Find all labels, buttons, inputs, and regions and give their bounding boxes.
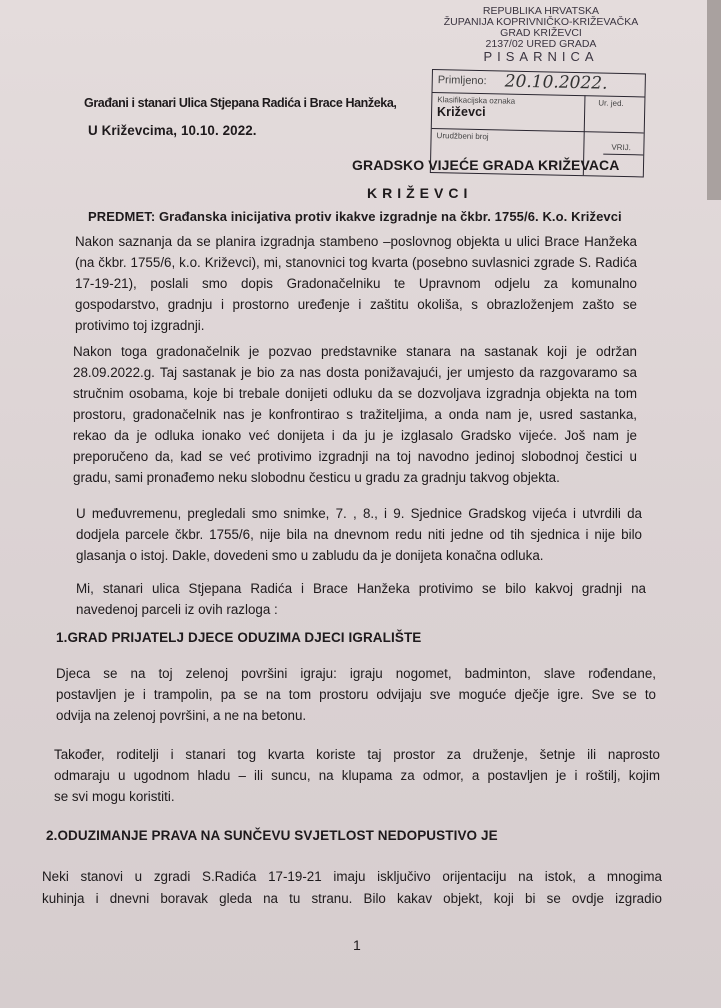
sender-name: Građani i stanari Ulica Stjepana Radića i Brace Hanžeka, (84, 96, 397, 110)
text-line: dodjela parcele čkbr. 1755/6, nije bila na dnevnom redu niti jedne od tih sjednica i nije bilo (76, 527, 642, 542)
paragraph-3 (76, 503, 642, 566)
text-line: prostoru, gradonačelnik nas je konfrontirao s tražiteljima, a onda nam je, usred sastanka, (73, 407, 637, 422)
stamp-line: GRAD KRIŽEVCI (500, 27, 582, 39)
background-edge (707, 0, 721, 200)
text-line: odvija na zelenoj površini, a ne na betonu. (56, 708, 307, 723)
text-line: gradu, sami pronađemo neku slobodnu česticu u gradu za gradnju takvog objekta. (73, 470, 560, 485)
value-label: VRIJ. (611, 142, 632, 153)
text-line: Djeca se na toj zelenoj površini igraju: igraju nogomet, badminton, slave rođendane, (56, 666, 656, 681)
text-line: preporučeno da, kad se već protivimo izgradnji na toj navodno jedinoj slobodnoj čestici u (73, 449, 637, 464)
text-line: postavljen je i trampolin, pa se na tom prostoru odvijaju sve moguće dječje igre. Sve se to (56, 687, 656, 702)
recipient-name: GRADSKO VIJEĆE GRADA KRIŽEVACA (352, 157, 620, 173)
text-line: odmaraju u ugodnom hladu – ili suncu, na klupama za odmor, a postavljen je i roštilj, kojim (54, 768, 660, 783)
paragraph-4 (76, 578, 646, 620)
paragraph-5 (56, 663, 656, 726)
text-line: rekao da je odluka ionako već donijeta i da ju je izglasalo Gradsko vijeće. Još nam je (73, 428, 637, 443)
text-line: gospodarstvo, gradnju i prostorno uređenje i zaštitu okoliša, s obrazloženjem zašto se (75, 297, 637, 312)
text-line: 17-19-21), poslali smo dopis Gradonačelniku te Upravnom odjelu za komunalno (75, 276, 637, 291)
page-number: 1 (353, 937, 361, 953)
text-line: kuhinja i dnevni boravak gleda na tu stranu. Bilo kakav objekt, koji bi se ovdje izgradio (42, 891, 662, 906)
class-label: Klasifikacijska oznaka (437, 95, 516, 106)
org-label: Ur. jed. (598, 98, 624, 109)
text-line: glasanja o istoj. Dakle, dovedeni smo u zabludu da je donijeta konačna odluka. (76, 548, 544, 563)
stamp-office: PISARNICA (483, 49, 599, 64)
text-line: 28.09.2022.g. Taj sastanak je bio za nas dosta ponižavajući, jer umjesto da razgovaramo sa (73, 365, 637, 380)
text-line: Nakon saznanja da se planira izgradnja stambeno –poslovnog objekta u ulici Brace Hanžeka (75, 234, 637, 249)
stamp-line: 2137/02 URED GRADA (485, 38, 597, 50)
sender-city: Križevci (437, 105, 486, 119)
paragraph-6 (54, 744, 660, 807)
text-line: Neki stanovi u zgradi S.Radića 17-19-21 imaju isključivo orijentaciju na istok, a mnogima (42, 869, 662, 884)
recipient-city: KRIŽEVCI (367, 185, 473, 201)
text-line: U međuvremenu, pregledali smo snimke, 7. , 8., i 9. Sjednice Gradskog vijeća i utvrdili da (76, 506, 642, 521)
text-line: navedenoj parceli iz ovih razloga : (76, 602, 278, 617)
text-line: Nakon toga gradonačelnik je pozvao predstavnike stanara na sastanak koji je održan (73, 344, 637, 359)
reg-label: Urudžbeni broj (436, 131, 489, 142)
text-line: protivimo toj izgradnji. (75, 318, 205, 333)
received-label: Primljeno: (437, 74, 487, 88)
subject: PREDMET: Građanska inicijativa protiv ikakve izgradnje na čkbr. 1755/6. K.o. Križevci (88, 209, 622, 224)
paragraph-7 (42, 866, 662, 910)
paragraph-2 (73, 341, 637, 488)
stamp-line: REPUBLIKA HRVATSKA (482, 5, 600, 17)
registry-stamp (426, 6, 656, 64)
heading-2: 2.ODUZIMANJE PRAVA NA SUNČEVU SVJETLOST NEDOPUSTIVO JE (46, 828, 498, 843)
text-line: Mi, stanari ulica Stjepana Radića i Brace Hanžeka protivimo se bilo kakvoj gradnji na (76, 581, 646, 596)
text-line: se svi mogu koristiti. (54, 789, 175, 804)
text-line: stručnim osobama, koje bi trebale donijeti odluku da se dozvoljava izgradnja objekta na tom (73, 386, 637, 401)
heading-1: 1.GRAD PRIJATELJ DJECE ODUZIMA DJECI IGRALIŠTE (56, 630, 422, 645)
paragraph-1 (75, 231, 637, 336)
received-date: 20.10.2022. (504, 71, 608, 94)
stamp-line: ŽUPANIJA KOPRIVNIČKO-KRIŽEVAČKA (443, 16, 639, 28)
text-line: Također, roditelji i stanari tog kvarta koriste taj prostor za druženje, šetnje ili naprosto (54, 747, 660, 762)
text-line: (na čkbr. 1755/6, k.o. Križevci), mi, stanovnici tog kvarta (posebno suvlasnici zgrade S. Radića (75, 255, 637, 270)
place-date: U Križevcima, 10.10. 2022. (88, 123, 257, 138)
